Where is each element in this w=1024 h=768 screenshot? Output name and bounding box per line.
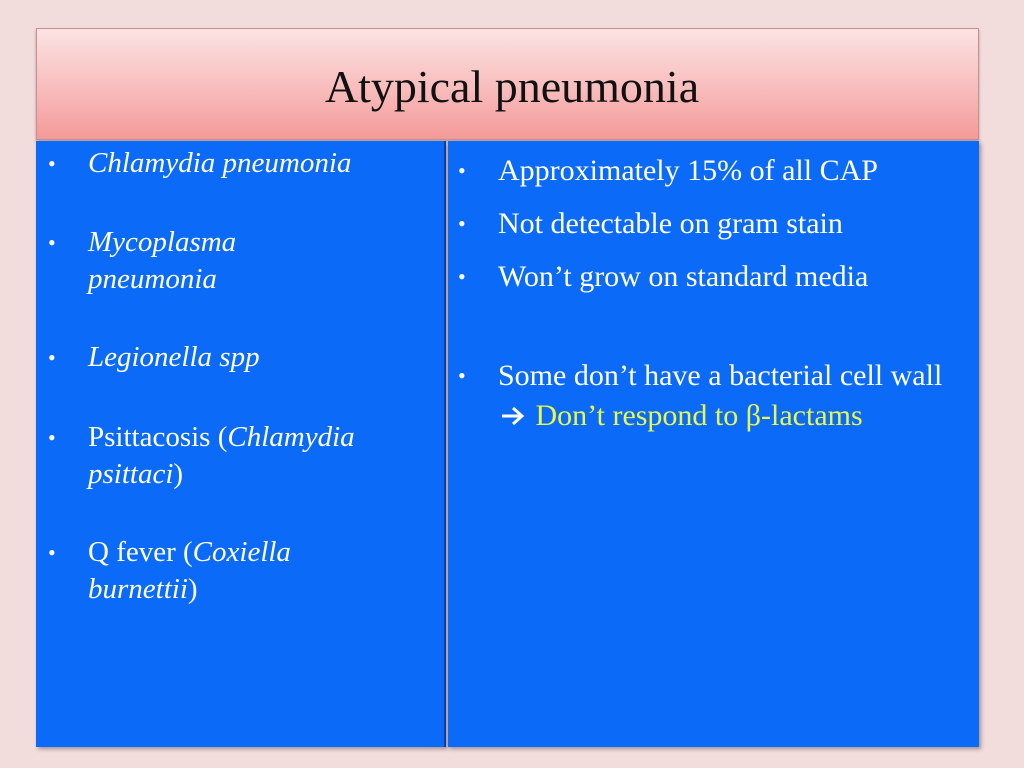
fact-text: Won’t grow on standard media: [498, 260, 869, 293]
fact-text: Approximately 15% of all CAP: [498, 154, 878, 187]
organism-name: Legionella spp: [88, 341, 260, 373]
item-suffix: ): [187, 573, 198, 605]
organism-name: Chlamydia pneumonia: [88, 147, 352, 179]
list-item: [458, 152, 968, 189]
organism-name: Coxiella burnettii: [88, 536, 291, 605]
list-item: [48, 224, 428, 298]
bullet-icon: •: [48, 345, 56, 370]
slide-title: Atypical pneumonia: [324, 61, 700, 112]
bullet-icon: •: [458, 158, 466, 183]
item-suffix: ): [173, 458, 184, 490]
list-item: [48, 534, 358, 608]
bullet-icon: •: [48, 425, 56, 450]
organism-name: Mycoplasma pneumonia: [88, 226, 237, 295]
list-item: [458, 258, 968, 295]
bullet-icon: •: [48, 151, 56, 176]
list-item: [48, 145, 428, 182]
arrow-right-icon: [498, 405, 528, 427]
bullet-icon: •: [48, 230, 56, 255]
fact-text: Not detectable on gram stain: [498, 207, 843, 240]
bullet-icon: •: [48, 540, 56, 565]
list-item: [458, 205, 968, 242]
item-prefix: Psittacosis (: [88, 421, 228, 453]
list-item: [48, 339, 428, 376]
bullet-icon: •: [458, 363, 466, 388]
bullet-icon: •: [458, 211, 466, 236]
item-prefix: Q fever (: [88, 536, 193, 568]
bullet-icon: •: [458, 264, 466, 289]
left-panel: [36, 141, 446, 747]
organism-name: Chlamydia psittaci: [88, 421, 355, 490]
fact-text: Some don’t have a bacterial cell wall: [498, 359, 943, 392]
beta-lactam-note: Don’t respond to β-lactams: [535, 399, 863, 432]
right-panel: [448, 141, 979, 747]
list-item: [458, 356, 968, 436]
list-item: [48, 419, 418, 493]
